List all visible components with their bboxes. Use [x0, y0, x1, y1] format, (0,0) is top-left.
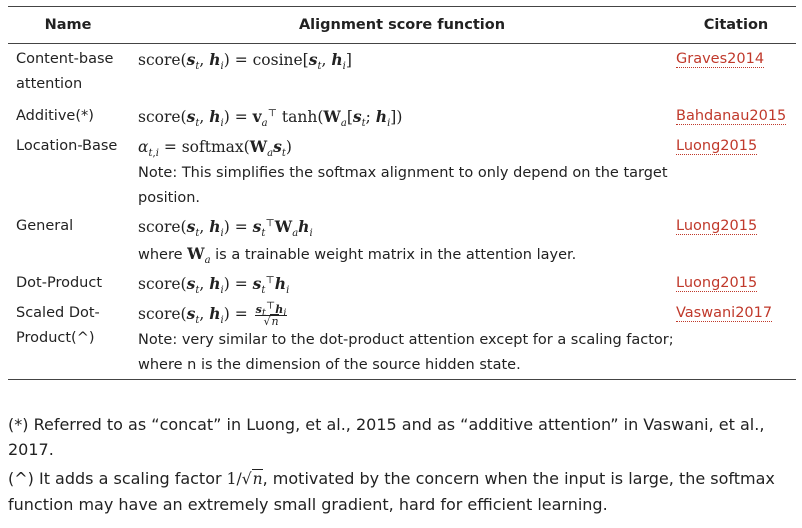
row-note: Note: very similar to the dot-product attention except for a scaling factor; where n is the dimension of the source hidden state.: [138, 332, 674, 373]
table-row: [8, 101, 796, 131]
citation-link[interactable]: Luong2015: [676, 218, 758, 234]
row-function: [128, 211, 676, 268]
table-header: [8, 7, 796, 44]
formula: $score(s_t$, $h_i$) = $\frac{s_t^⊤h_i}{√n}$: [138, 299, 287, 328]
row-note: where $W_a$ is a trainable weight matrix in the attention layer.: [138, 244, 577, 267]
table-row: [8, 298, 796, 380]
row-name: Dot-Product: [16, 275, 103, 291]
row-function: [128, 298, 676, 380]
formula: $score(s_t$, $h_i) = cosine[s_t$, $h_i$]: [138, 50, 352, 73]
row-name: General: [16, 218, 74, 234]
row-name: Content-base attention: [16, 51, 114, 92]
scaling-factor: 1/√n: [226, 470, 263, 488]
row-name: Location-Base: [16, 138, 118, 154]
row-citation: [676, 268, 796, 298]
header-name: Name: [44, 17, 92, 33]
table-row: [8, 44, 796, 102]
row-name: Additive(*): [16, 108, 94, 124]
footnote-scaled-post: , motivated by the concern when the input is large, the softmax function may have an extremely small gradient, hard for efficient learning.: [8, 469, 775, 514]
alignment-score-table: [8, 6, 796, 380]
citation-link[interactable]: Bahdanau2015: [676, 108, 787, 124]
note-pre: where: [138, 247, 183, 263]
header-citation: Citation: [703, 17, 769, 33]
footnote-scaled: [8, 466, 794, 517]
table-row: [8, 211, 796, 268]
formula: $\alpha_{t,i}$ = $softmax(W_as_t)$: [138, 137, 292, 160]
citation-link[interactable]: Luong2015: [676, 275, 758, 291]
footnote-scaled-pre: (^) It adds a scaling factor: [8, 469, 222, 488]
row-citation: [676, 211, 796, 268]
citation-link[interactable]: Graves2014: [676, 51, 765, 67]
row-function: [128, 44, 676, 102]
row-citation: [676, 44, 796, 102]
row-citation: [676, 101, 796, 131]
row-note: Note: This simplifies the softmax alignment to only depend on the target position.: [138, 165, 668, 206]
table-row: [8, 131, 796, 211]
row-citation: [676, 298, 796, 380]
footnote-additive: (*) Referred to as “concat” in Luong, et al., 2015 and as “additive attention” in Vaswani, et al., 2017.: [8, 415, 765, 459]
row-function: [128, 131, 676, 211]
citation-link[interactable]: Vaswani2017: [676, 305, 773, 321]
formula: $score(s_t$, $h_i) = s_t^⊤h_i$: [138, 274, 290, 297]
note-post: is a trainable weight matrix in the attention layer.: [215, 247, 577, 263]
citation-link[interactable]: Luong2015: [676, 138, 758, 154]
row-function: [128, 268, 676, 298]
header-function: Alignment score function: [298, 17, 506, 33]
formula: $score(s_t$, $h_i) = s_t^⊤W_ah_i$: [138, 217, 313, 240]
row-citation: [676, 131, 796, 211]
row-name: Scaled Dot-Product(^): [16, 305, 100, 346]
table-row: [8, 268, 796, 298]
formula: $score(s_t$, $h_i) = v_a^⊤$ $\tanh(W_a[s_t$; $h_i$]): [138, 107, 403, 130]
row-function: [128, 101, 676, 131]
